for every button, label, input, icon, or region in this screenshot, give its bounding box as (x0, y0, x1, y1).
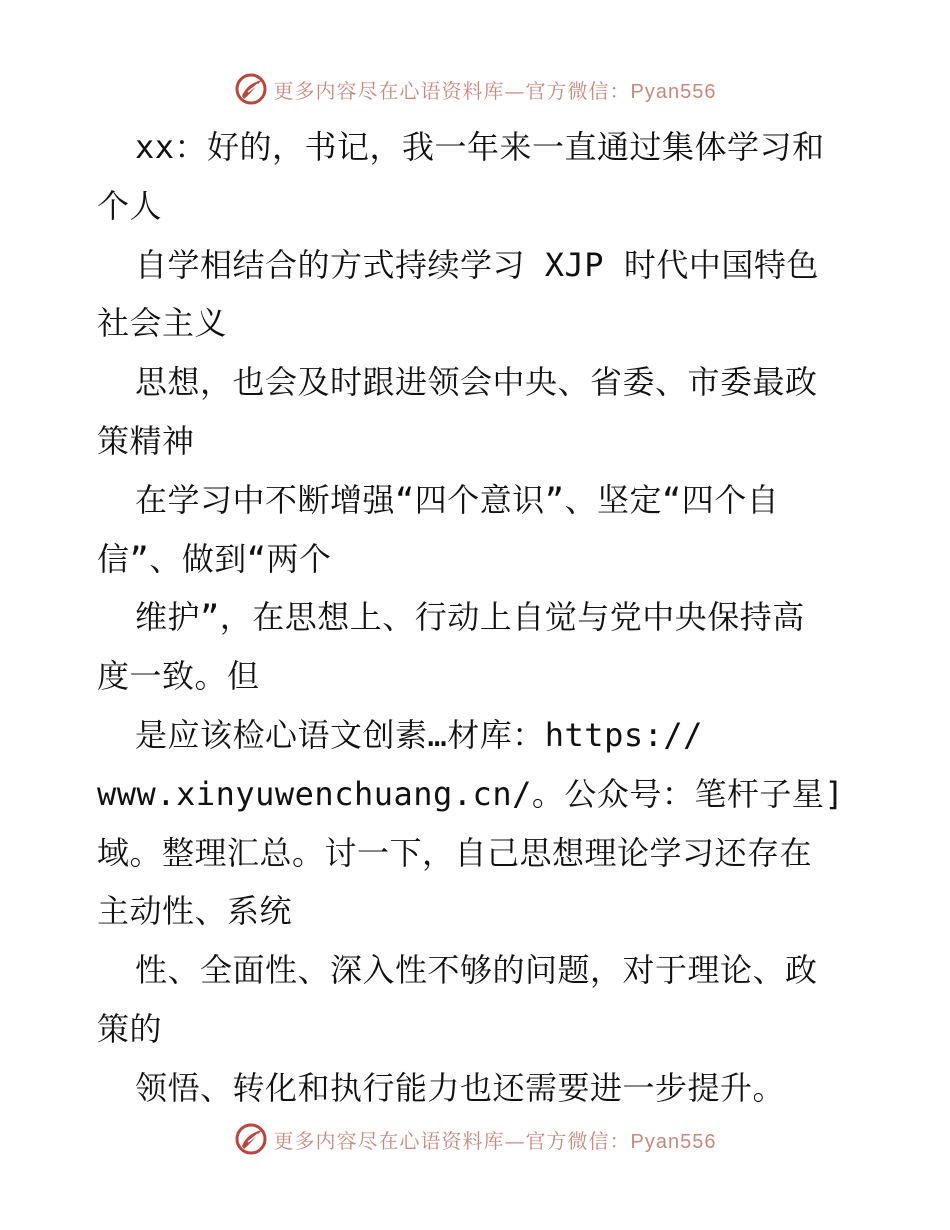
text-line-2: 个人 (97, 186, 163, 225)
footer-banner (0, 1122, 950, 1156)
document-body (97, 118, 857, 1118)
text-line-6: 策精神 (97, 421, 195, 460)
text-line-3: 自学相结合的方式持续学习 XJP 时代中国特色 (135, 245, 819, 284)
text-line-11: 是应该检心语文创素…材库：https:// (135, 715, 703, 754)
wechat-account: Pyan556 (630, 1130, 717, 1153)
text-line-8: 信”、做到“两个 (97, 539, 332, 578)
red-ribbon-pen-logo-icon (234, 72, 268, 106)
text-line-17: 领悟、转化和执行能力也还需要进一步提升。 (135, 1068, 786, 1107)
banner-text: 更多内容尽在心语资料库—官方微信：Pyan556 (273, 1128, 717, 1153)
text-line-5: 思想，也会及时跟进领会中央、省委、市委最政 (135, 363, 818, 402)
text-line-1: xx：好的，书记，我一年来一直通过集体学习和 (135, 128, 825, 166)
text-line-15: 性、全面性、深入性不够的问题，对于理论、政 (135, 951, 818, 990)
wechat-account: Pyan556 (630, 80, 717, 103)
text-line-13: 域。整理汇总。讨一下，自己思想理论学习还存在 (97, 833, 813, 872)
text-line-4: 社会主义 (97, 304, 228, 343)
text-line-12: www.xinyuwenchuang.cn/。公众号：笔杆子星] (97, 774, 845, 813)
text-line-10: 度一致。但 (97, 657, 260, 696)
text-line-14: 主动性、系统 (97, 892, 293, 931)
banner-text: 更多内容尽在心语资料库—官方微信：Pyan556 (273, 78, 717, 103)
text-line-9: 维护”，在思想上、行动上自觉与党中央保持高 (135, 598, 805, 637)
text-line-16: 策的 (97, 1009, 163, 1048)
header-banner (0, 72, 950, 106)
red-ribbon-pen-logo-icon (234, 1122, 268, 1156)
text-line-7: 在学习中不断增强“四个意识”、坚定“四个自 (135, 480, 780, 519)
